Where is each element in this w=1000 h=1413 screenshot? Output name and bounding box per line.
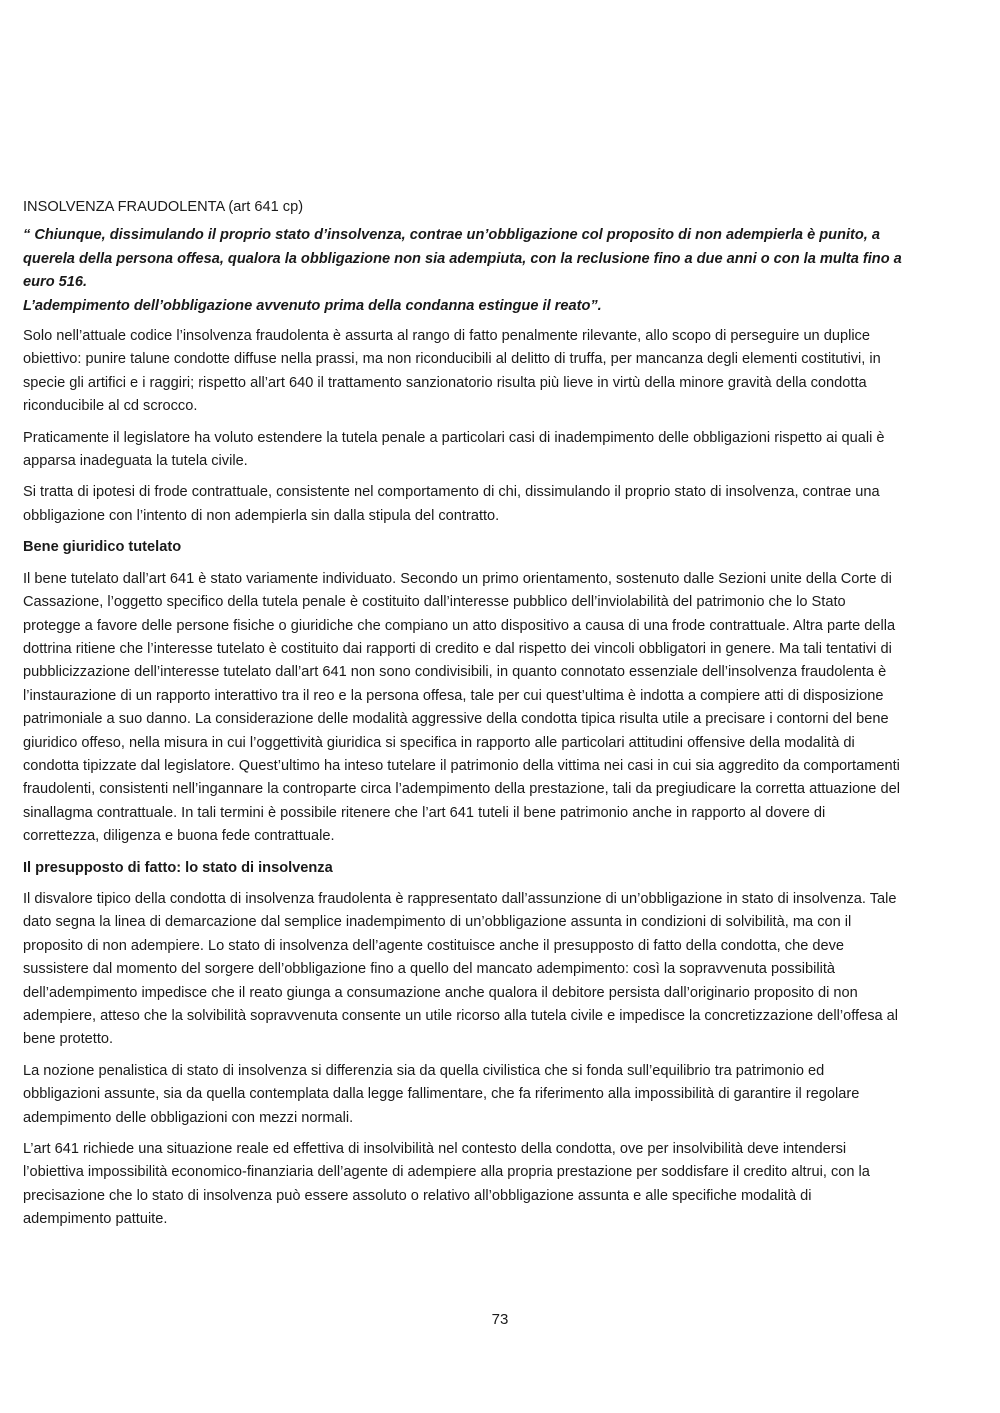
- section-heading-presupposto: Il presupposto di fatto: lo stato di insolvenza: [23, 859, 333, 876]
- intro-paragraph: Si tratta di ipotesi di frode contrattuale, consistente nel comportamento di chi, dissimulando il proprio stato di insolvenza, contrae una obbligazione con l’intento di non adempierla sin dalla stipula del contratto.: [23, 484, 880, 524]
- section-paragraph: Il disvalore tipico della condotta di insolvenza fraudolenta è rappresentato dall’assunzione di un’obbligazione in stato di insolvenza. Tale dato segna la linea di demarcazione dal semplice inadempimento di un’obbligazione assunta in condizioni di solvibilità, ma con il proposito di non adempiere. Lo stato di insolvenza dell’agente costituisce anche il presupposto di fatto della condotta, che deve sussistere dal momento del sorgere dell’obbligazione fino a quello del mancato adempimento: così la sopravvenuta possibilità dell’adempimento impedisce che il reato giunga a consumazione anche qualora il debitore persista dall’originario proposito di non adempiere, atteso che la solvibilità sopravvenuta consente un utile ricorso alla tutela civile e impedisce la concretizzazione dell’offesa al bene protetto.: [23, 890, 899, 1048]
- document-page: [23, 196, 903, 1240]
- article-quote: [23, 224, 903, 318]
- section-paragraph: Il bene tutelato dall’art 641 è stato variamente individuato. Secondo un primo orientamento, sostenuto dalle Sezioni unite della Corte di Cassazione, l’oggetto specifico della tutela penale è costituito dall’interesse pubblico dell’inviolabilità del patrimonio che lo Stato protegge a favore delle persone fisiche o giuridiche che compiano un atto dispositivo a causa di una frode contrattuale. Altra parte della dottrina ritiene che l’interesse tutelato è costituito dai rapporti di credito e dal rispetto dei vincoli obbligatori in genere. Ma tali tentativi di pubblicizzazione dell’interesse tutelato dall’art 641 non sono condivisibili, in quanto connotato essenziale dell’insolvenza fraudolenta è l’instaurazione di un rapporto interattivo tra il reo e la persona offesa, tale per cui quest’ultima è indotta a compiere atti di disposizione patrimoniale a suo danno. La considerazione delle modalità aggressive della condotta tipica risulta utile a precisare i contorni del bene giuridico offeso, nella misura in cui l’oggettività giuridica si specifica in rapporto alle particolari attitudini offensive della modalità di condotta tipizzate dal legislatore. Quest’ultimo ha inteso tutelare il patrimonio della vittima nei casi in cui sia aggredito da comportamenti fraudolenti, consistenti nell’ingannare la controparte circa l’adempimento della prestazione, tali da pregiudicare la corretta attuazione del sinallagma contrattuale. In tali termini è possibile ritenere che l’art 641 tuteli il bene patrimonio anche in rapporto al dovere di correttezza, diligenza e buona fede contrattuale.: [23, 570, 900, 845]
- quote-line: L’adempimento dell’obbligazione avvenuto prima della condanna estingue il reato”.: [23, 297, 602, 314]
- page-number: 73: [491, 1311, 509, 1328]
- section-heading-bene-giuridico: Bene giuridico tutelato: [23, 539, 182, 556]
- quote-line: “ Chiunque, dissimulando il proprio stato d’insolvenza, contrae un’obbligazione col proposito di non adempierla è punito, a querela della persona offesa, qualora la obbligazione non sia adempiuta, con la reclusione fino a due anni o con la multa fino a euro 516.: [23, 227, 902, 291]
- section-paragraph: L’art 641 richiede una situazione reale ed effettiva di insolvibilità nel contesto della condotta, ove per insolvibilità deve intendersi l’obiettiva impossibilità economico-finanziaria dell’agente di adempiere alla propria prestazione per soddisfare il credito altrui, con la precisazione che lo stato di insolvenza può essere assoluto o relativo all’obbligazione assunta e alle specifiche modalità di adempimento pattuite.: [23, 1141, 870, 1228]
- document-title: INSOLVENZA FRAUDOLENTA (art 641 cp): [23, 199, 304, 215]
- intro-paragraph: Solo nell’attuale codice l’insolvenza fraudolenta è assurta al rango di fatto penalmente rilevante, allo scopo di perseguire un duplice obiettivo: punire talune condotte diffuse nella prassi, ma non riconducibili al delitto di truffa, per mancanza degli elementi costitutivi, in specie gli artifici e i raggiri; rispetto all’art 640 il trattamento sanzionatorio risulta più lieve in virtù della minore gravità della condotta riconducibile al cd scrocco.: [23, 328, 881, 415]
- section-paragraph: La nozione penalistica di stato di insolvenza si differenzia sia da quella civilistica che si fonda sull’equilibrio tra patrimonio ed obbligazioni assunte, sia da quella contemplata dalla legge fallimentare, che fa riferimento alla impossibilità di garantire il regolare adempimento delle obbligazioni con mezzi normali.: [23, 1062, 860, 1126]
- intro-paragraph: Praticamente il legislatore ha voluto estendere la tutela penale a particolari casi di inadempimento delle obbligazioni rispetto ai quali è apparsa inadeguata la tutela civile.: [23, 429, 885, 470]
